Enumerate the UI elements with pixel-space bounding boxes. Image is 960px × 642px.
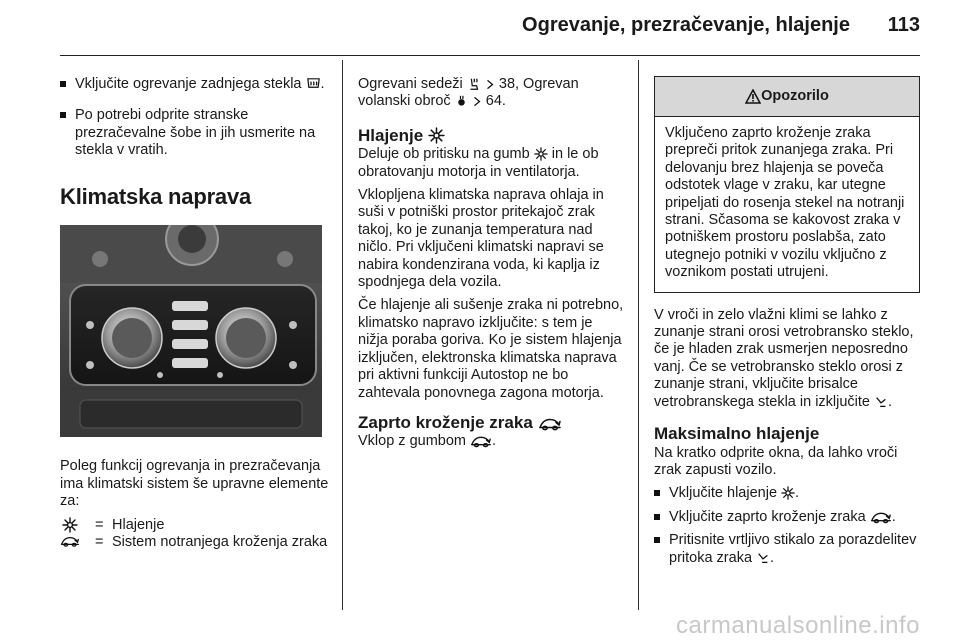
intro-paragraph: Ogrevani sedeži 38, Ogrevan volanski obroč 64.	[358, 76, 579, 110]
watermark: carmanualsonline.info	[676, 612, 920, 639]
air-distribution-icon	[874, 395, 888, 409]
section-heading: Maksimalno hlajenje	[654, 424, 820, 444]
heated-steering-wheel-icon	[455, 95, 468, 108]
bullet-marker	[654, 537, 660, 543]
climate-control-panel-photo	[60, 225, 322, 437]
section-heading: Klimatska naprava	[60, 183, 252, 209]
warning-header: Opozorilo	[655, 77, 919, 117]
paragraph: Vklopljena klimatska naprava ohlaja in suši v potniški prostor pritekajoč zrak takoj, ko je zunanja temperatura nad ničlo. Pri vključeni klimatski napravi se nabira kondenzirana voda, ki kaplja iz spodnjega dela vozila.	[358, 187, 604, 291]
air-distribution-icon	[756, 551, 770, 565]
list-item: Vključite hlajenje .	[654, 485, 920, 502]
page-number: 113	[887, 14, 920, 36]
bullet-marker	[654, 490, 660, 496]
section-heading: Zaprto kroženje zraka	[358, 414, 626, 431]
column-left	[60, 62, 330, 551]
snowflake-icon	[60, 517, 80, 533]
list-item: Vključite ogrevanje zadnjega stekla .	[60, 76, 330, 93]
section-heading: Hlajenje	[358, 127, 626, 144]
bullet-marker	[60, 112, 66, 118]
bullet-marker	[654, 514, 660, 520]
page-header	[60, 0, 920, 56]
recirculation-icon	[538, 416, 562, 431]
paragraph: V vroči in zelo vlažni klimi se lahko z zunanje strani orosi vetrobransko steklo, če je hladen zrak usmerjen neposredno vanj. Če se vetrobransko steklo orosi z zunanje strani, vključite brisalce vetrobranskega stekla in izključite .	[654, 306, 914, 410]
snowflake-icon	[534, 147, 548, 161]
paragraph: Na kratko odprite okna, da lahko vroči zrak zapusti vozilo.	[654, 444, 898, 478]
definition-row: = Sistem notranjega kroženja zraka	[60, 534, 330, 551]
page-title: Ogrevanje, prezračevanje, hlajenje	[522, 14, 850, 36]
warning-triangle-icon	[745, 89, 761, 104]
warning-box	[654, 76, 920, 293]
column-divider-2	[638, 60, 639, 610]
paragraph: Deluje ob pritisku na gumb in le ob obratovanju motorja in ventilatorja.	[358, 146, 599, 180]
snowflake-icon	[428, 127, 445, 144]
definition-row: = Hlajenje	[60, 517, 330, 534]
recirculation-icon	[60, 534, 80, 548]
bullet-marker	[60, 81, 66, 87]
snowflake-icon	[781, 486, 795, 500]
warning-text: Vključeno zaprto kroženje zraka prepreči pritok zunanjega zraka. Pri delovanju brez hlajenja se poveča odstotek vlage v zraku, kar utegne pripeljati do rosenja stekel na notranji strani. Sčasoma se kakovost zraka v potniškem prostoru poslabša, zato utegnejo potniki v vozilu vključno z voznikom postati utrujeni.	[665, 125, 905, 281]
column-middle	[358, 62, 626, 451]
recirculation-icon	[470, 434, 492, 448]
paragraph: Če hlajenje ali sušenje zraka ni potrebno, klimatsko napravo izključite: s tem je nižja poraba goriva. Ko je sistem hlajenja izključen, elektronska klimatska naprava pri aktivni funkciji Autostop ne bo zahtevala ponovnega zagona motorja.	[358, 297, 624, 401]
heated-seat-icon	[467, 77, 481, 91]
list-item: Vključite zaprto kroženje zraka .	[654, 509, 920, 526]
caption: Poleg funkcij ogrevanja in prezračevanja ima klimatski sistem še upravne elemente za:	[60, 458, 329, 510]
recirculation-icon	[870, 510, 892, 524]
rear-window-heating-icon	[306, 76, 321, 91]
list-item: Pritisnite vrtljivo stikalo za porazdelitev pritoka zraka .	[654, 532, 920, 567]
page-reference-arrow-icon	[472, 95, 482, 108]
column-divider-1	[342, 60, 343, 610]
column-right	[654, 62, 920, 567]
paragraph: Vklop z gumbom .	[358, 433, 497, 450]
page-reference-arrow-icon	[485, 78, 495, 91]
list-item: Po potrebi odprite stranske prezračevalne šobe in jih usmerite na stekla v vratih.	[60, 107, 330, 159]
